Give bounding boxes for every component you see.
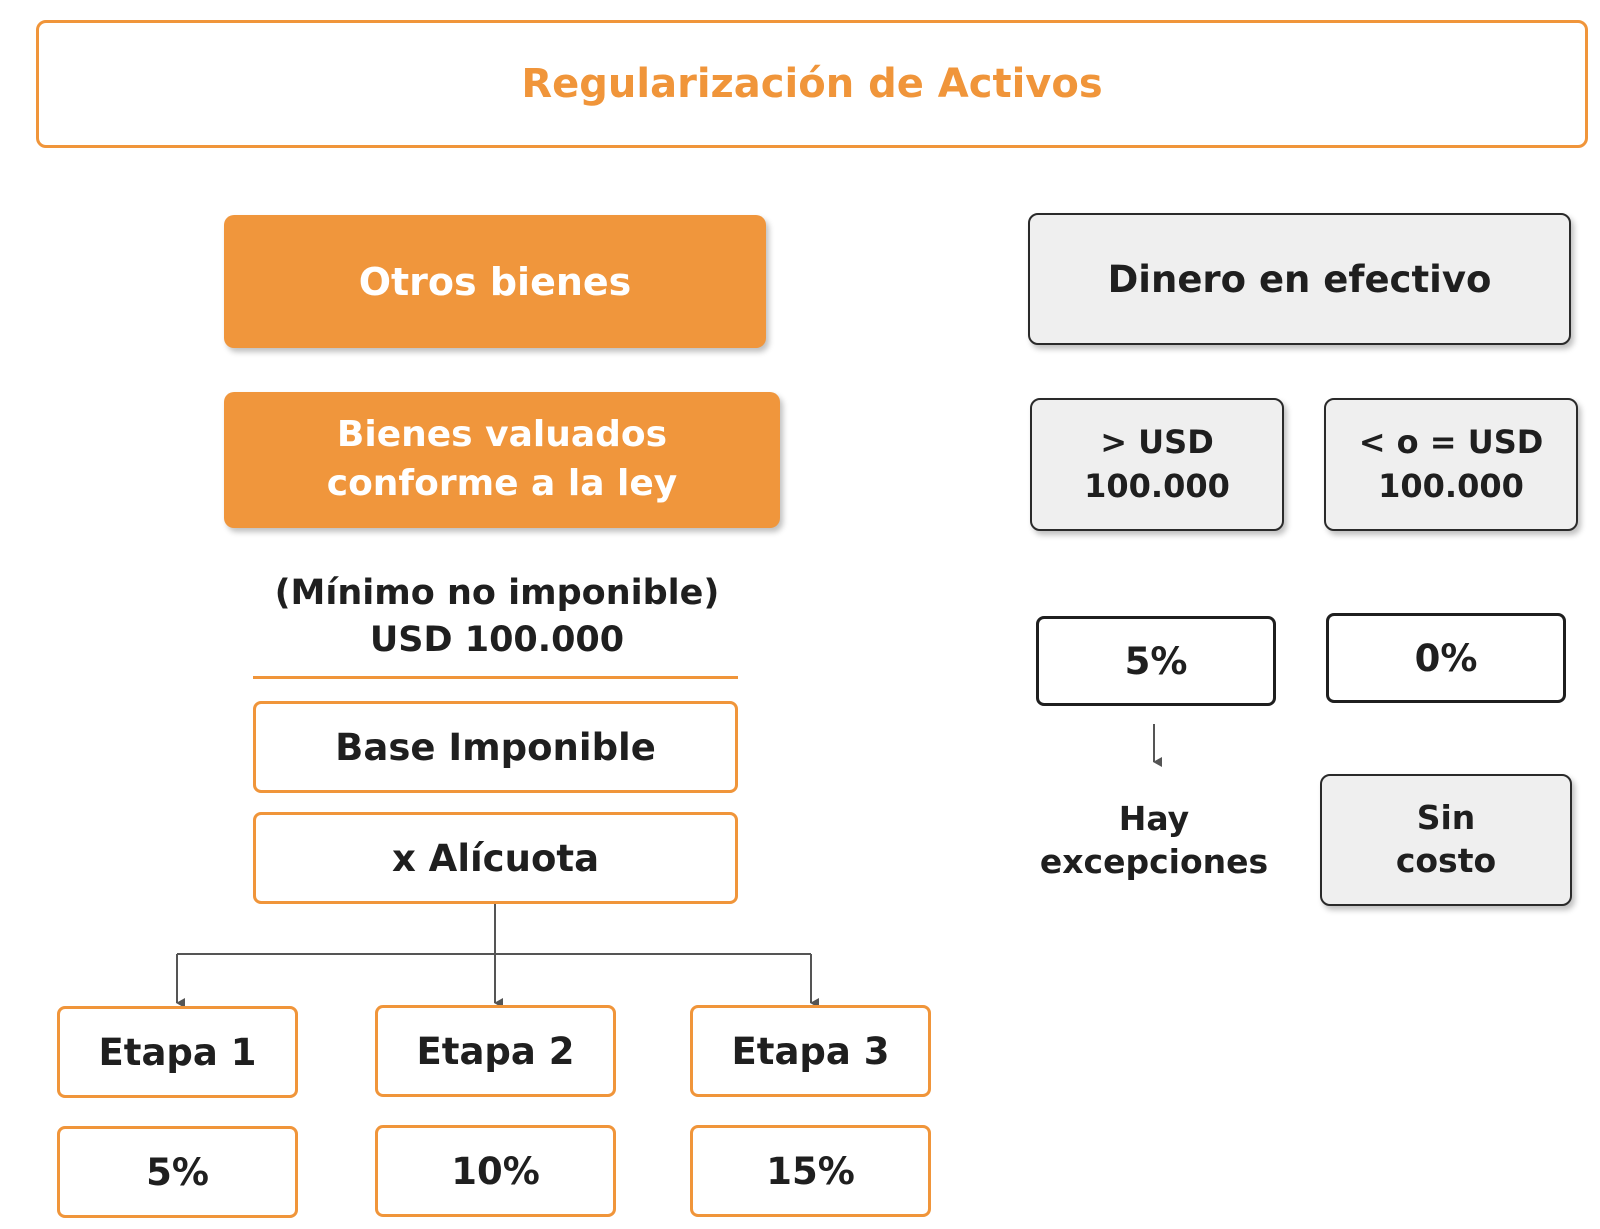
etapa-2-box <box>375 1005 616 1097</box>
greater-rate: 5% <box>1124 639 1188 683</box>
less-or-equal-line2: 100.000 <box>1378 466 1524 505</box>
etapa-2-label: Etapa 2 <box>416 1029 575 1073</box>
etapa-2-rate: 10% <box>451 1149 540 1193</box>
greater-than-line2: 100.000 <box>1084 466 1230 505</box>
etapa-3-label: Etapa 3 <box>731 1029 890 1073</box>
excepciones-line1: Hay <box>1118 799 1190 838</box>
etapa-3-box <box>690 1005 931 1097</box>
alicuota-label: x Alícuota <box>391 836 600 880</box>
bienes-valuados-line2: conforme a la ley <box>326 463 678 504</box>
greater-than-line1: > USD <box>1100 423 1214 462</box>
greater-rate-box <box>1036 616 1276 706</box>
etapa-3-rate: 15% <box>766 1149 855 1193</box>
etapa-3-rate-box <box>690 1125 931 1217</box>
etapa-1-box <box>57 1006 298 1098</box>
bienes-valuados-box <box>224 392 780 528</box>
hay-excepciones <box>1034 798 1274 884</box>
alicuota-box <box>253 812 738 904</box>
minimo-line2: USD 100.000 <box>369 620 625 661</box>
diagram-title: Regularización de Activos <box>521 61 1103 107</box>
minimo-line1: (Mínimo no imponible) <box>274 573 720 613</box>
etapa-1-rate-box <box>57 1126 298 1218</box>
excepciones-line2: excepciones <box>1039 841 1269 881</box>
etapa-1-rate: 5% <box>146 1150 209 1194</box>
lesser-rate-box <box>1326 613 1566 703</box>
otros-bienes-label: Otros bienes <box>358 259 632 304</box>
sin-costo-line1: Sin <box>1416 798 1476 838</box>
base-imponible-label: Base Imponible <box>335 725 656 769</box>
otros-bienes-box <box>224 215 766 348</box>
greater-than-box <box>1030 398 1284 531</box>
base-imponible-box <box>253 701 738 793</box>
dinero-efectivo-box <box>1028 213 1571 345</box>
bienes-valuados-line1: Bienes valuados <box>336 414 668 456</box>
minimo-no-imponible <box>254 570 740 665</box>
less-or-equal-box <box>1324 398 1578 531</box>
less-or-equal-line1: < o = USD <box>1358 423 1544 462</box>
divider-rule <box>253 676 738 679</box>
etapa-1-label: Etapa 1 <box>98 1030 257 1074</box>
sin-costo-line2: costo <box>1395 841 1497 880</box>
sin-costo-box <box>1320 774 1572 906</box>
dinero-efectivo-label: Dinero en efectivo <box>1107 257 1492 301</box>
etapa-2-rate-box <box>375 1125 616 1217</box>
lesser-rate: 0% <box>1414 636 1478 680</box>
